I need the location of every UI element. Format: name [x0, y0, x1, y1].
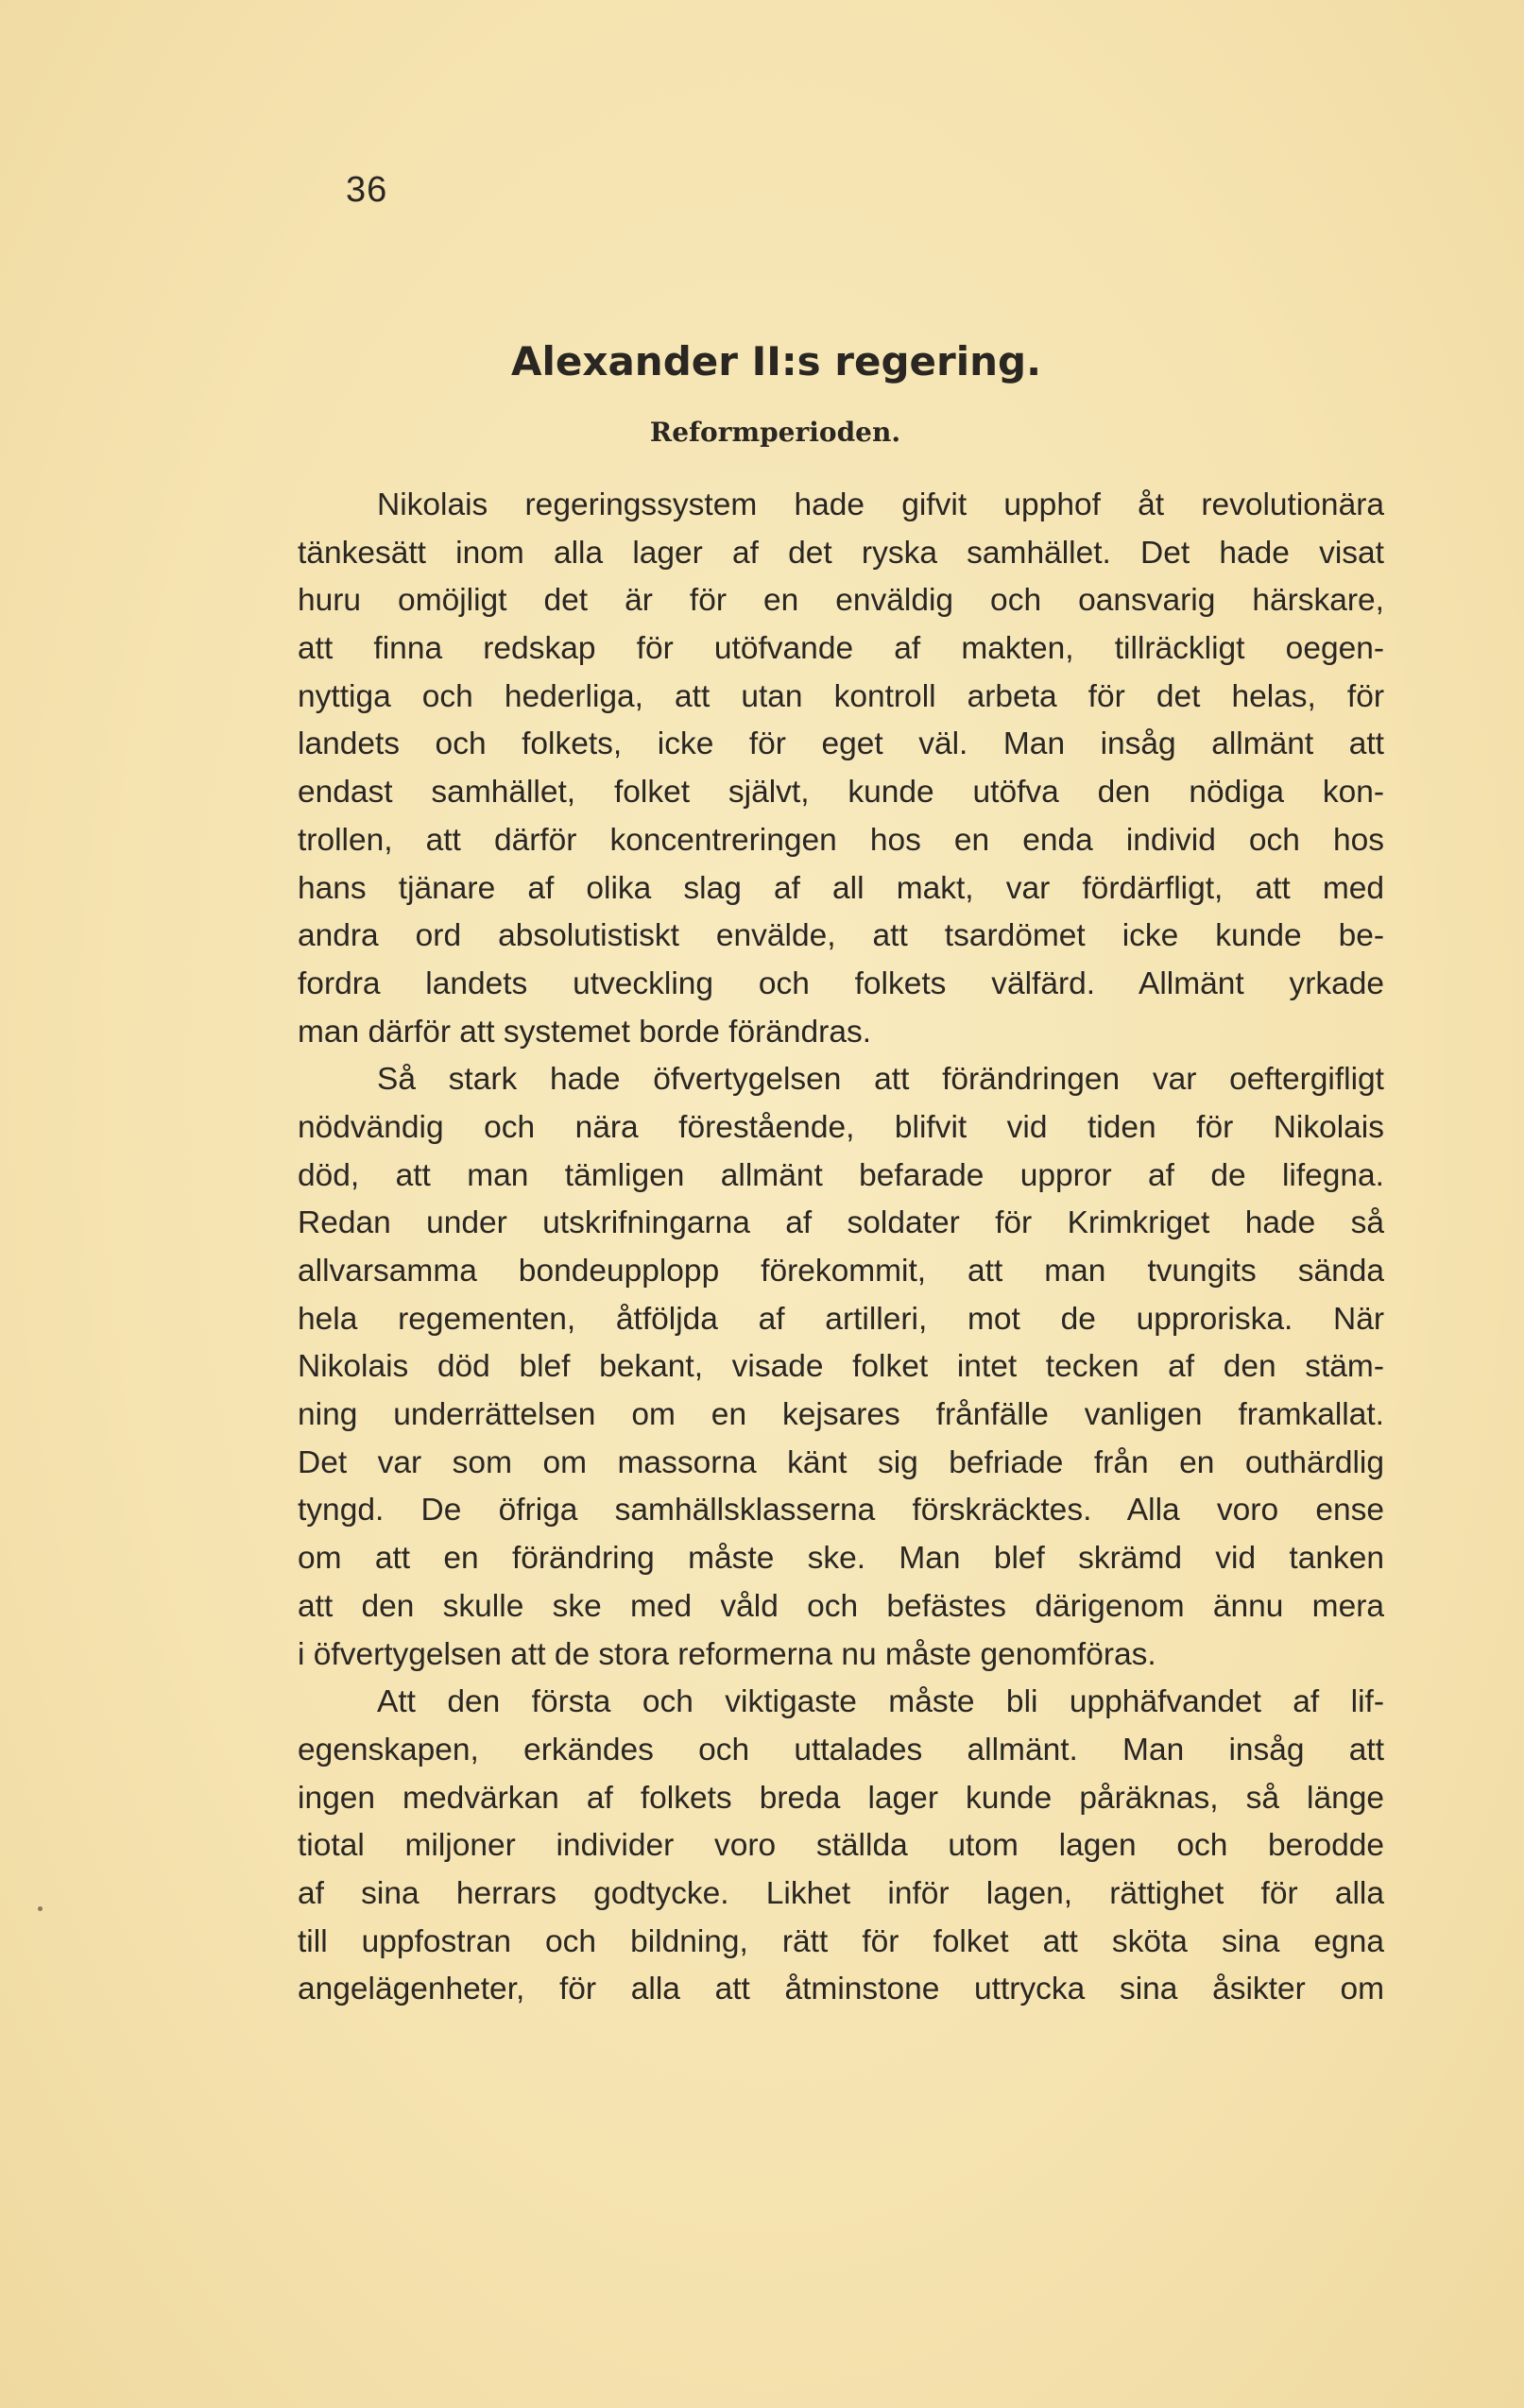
text-line: tiotal miljoner individer voro ställda utom lagen och berodde [298, 1828, 1384, 1864]
text-line: tyngd. De öfriga samhällsklasserna förskräcktes. Alla voro ense [298, 1493, 1384, 1528]
text-line: Nikolais regeringssystem hade gifvit upphof åt revolutionära [377, 487, 1384, 522]
text-line: huru omöjligt det är för en enväldig och oansvarig härskare, [298, 583, 1384, 619]
text-line: hans tjänare af olika slag af all makt, var fördärfligt, att med [298, 870, 1384, 906]
text-line: Så stark hade öfvertygelsen att förändringen var oeftergifligt [377, 1062, 1384, 1098]
text-line: fordra landets utveckling och folkets välfärd. Allmänt yrkade [298, 965, 1384, 1001]
paper-speck [38, 1906, 43, 1911]
text-line: Redan under utskrifningarna af soldater för Krimkriget hade så [298, 1205, 1384, 1241]
text-line: endast samhället, folket självt, kunde utöfva den nödiga kon- [298, 775, 1384, 811]
text-line: nyttiga och hederliga, att utan kontroll arbeta för det helas, för [298, 678, 1384, 714]
text-line: angelägenheter, för alla att åtminstone uttrycka sina åsikter om [298, 1972, 1384, 2007]
text-line: andra ord absolutistiskt envälde, att tsardömet icke kunde be- [298, 918, 1384, 954]
text-line: allvarsamma bondeupplopp förekommit, att man tvungits sända [298, 1254, 1384, 1289]
text-line: tänkesätt inom alla lager af det ryska samhället. Det hade visat [298, 535, 1384, 571]
text-line: ning underrättelsen om en kejsares frånfälle vanligen framkallat. [298, 1397, 1384, 1433]
text-line: om att en förändring måste ske. Man blef skrämd vid tanken [298, 1541, 1384, 1577]
text-line: ingen medvärkan af folkets breda lager kunde påräknas, så länge [298, 1780, 1384, 1816]
text-line: till uppfostran och bildning, rätt för folket att sköta sina egna [298, 1923, 1384, 1959]
text-line: man därför att systemet borde förändras. [298, 1014, 872, 1050]
text-line: att finna redskap för utöfvande af makten, tillräckligt oegen- [298, 631, 1384, 667]
text-line: hela regementen, åtföljda af artilleri, mot de upproriska. När [298, 1301, 1384, 1337]
text-line: egenskapen, erkändes och uttalades allmänt. Man insåg att [298, 1732, 1384, 1768]
text-line: att den skulle ske med våld och befästes därigenom ännu mera [298, 1588, 1384, 1624]
text-line: nödvändig och nära förestående, blifvit vid tiden för Nikolais [298, 1109, 1384, 1145]
text-line: Det var som om massorna känt sig befriade från en outhärdlig [298, 1444, 1384, 1480]
body-text [298, 482, 1384, 2014]
text-line: död, att man tämligen allmänt befarade uppror af de lifegna. [298, 1157, 1384, 1193]
text-line: i öfvertygelsen att de stora reformerna nu måste genomföras. [298, 1636, 1156, 1672]
text-line: Nikolais död blef bekant, visade folket intet tecken af den stäm- [298, 1349, 1384, 1385]
section-subtitle: Reformperioden. [649, 417, 901, 448]
chapter-title: Alexander II:s regering. [510, 338, 1042, 384]
text-line: af sina herrars godtycke. Likhet inför lagen, rättighet för alla [298, 1875, 1384, 1911]
text-line: trollen, att därför koncentreringen hos en enda individ och hos [298, 822, 1384, 858]
text-line: Att den första och viktigaste måste bli upphäfvandet af lif- [377, 1684, 1384, 1720]
page-number: 36 [346, 170, 388, 210]
text-line: landets och folkets, icke för eget väl. Man insåg allmänt att [298, 726, 1384, 762]
